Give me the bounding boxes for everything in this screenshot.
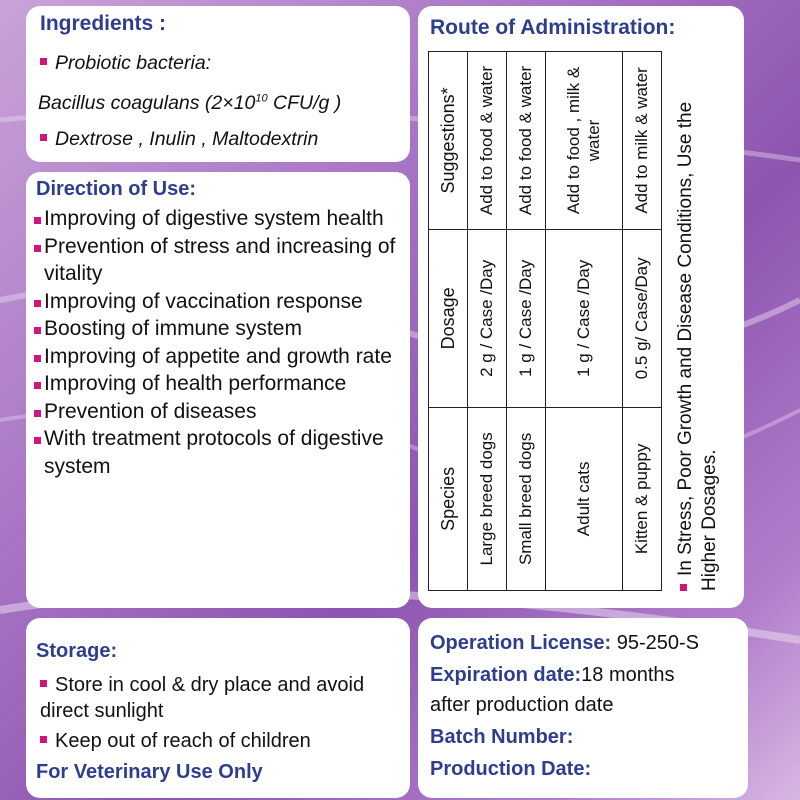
table-row xyxy=(507,52,546,591)
veterinary-use-note: For Veterinary Use Only xyxy=(36,761,263,783)
storage-title: Storage: xyxy=(36,640,118,662)
storage-card xyxy=(26,618,410,798)
species-cell: Kitten & puppy xyxy=(622,407,661,590)
bullet-icon xyxy=(34,355,41,362)
bullet-icon xyxy=(40,134,47,141)
production-date: Production Date: xyxy=(430,758,592,780)
operation-license: Operation License: 95-250-S xyxy=(430,632,699,654)
dosage-cell: 0.5 g/ Case/Day xyxy=(622,229,661,407)
ingredients-title: Ingredients : xyxy=(40,12,167,35)
direction-list xyxy=(34,205,404,480)
list-item: Prevention of diseases xyxy=(34,398,404,426)
suggestion-cell: Add to milk & water xyxy=(622,52,661,230)
table-row xyxy=(622,52,661,591)
bullet-icon xyxy=(34,245,41,252)
list-item: Boosting of immune system xyxy=(34,315,404,343)
list-item: With treatment protocols of digestive system xyxy=(34,425,404,480)
bullet-icon xyxy=(34,217,41,224)
species-cell: Small breed dogs xyxy=(507,407,546,590)
ingredient-line-1: Probiotic bacteria: xyxy=(40,52,211,75)
header-dosage: Dosage xyxy=(429,229,468,407)
bullet-icon xyxy=(40,680,47,687)
species-cell: Large breed dogs xyxy=(468,407,507,590)
bullet-icon xyxy=(34,382,41,389)
dosage-cell: 1 g / Case /Day xyxy=(507,229,546,407)
storage-item: Store in cool & dry place and avoid direct sunlight xyxy=(40,674,365,722)
dosage-table xyxy=(428,51,662,591)
table-row xyxy=(546,52,622,591)
suggestion-cell: Add to food , milk & water xyxy=(546,52,622,230)
species-cell: Adult cats xyxy=(546,407,622,590)
license-card xyxy=(418,618,748,798)
list-item: Improving of digestive system health xyxy=(34,205,404,233)
ingredients-card xyxy=(26,6,410,162)
list-item: Prevention of stress and increasing of vitality xyxy=(34,233,404,288)
expiration-date: Expiration date:18 months xyxy=(430,664,675,686)
bullet-icon xyxy=(34,327,41,334)
ingredient-line-3: Dextrose , Inulin , Maltodextrin xyxy=(40,128,318,151)
list-item: Improving of health performance xyxy=(34,370,404,398)
storage-item: Keep out of reach of children xyxy=(40,728,311,754)
bullet-icon xyxy=(34,410,41,417)
list-item: Improving of vaccination response xyxy=(34,288,404,316)
bullet-icon xyxy=(40,58,47,65)
bullet-icon xyxy=(680,584,687,591)
header-suggestions: Suggestions* xyxy=(429,52,468,230)
dosage-cell: 1 g / Case /Day xyxy=(546,229,622,407)
ingredient-line-2: Bacillus coagulans ($2\times 10^{10}$ CFU/g ) xyxy=(38,92,342,114)
expiration-date-detail: after production date xyxy=(430,694,614,716)
dosage-cell: 2 g / Case /Day xyxy=(468,229,507,407)
route-card xyxy=(418,6,744,608)
list-item: Improving of appetite and growth rate xyxy=(34,343,404,371)
suggestion-cell: Add to food & water xyxy=(468,52,507,230)
route-title: Route of Administration: xyxy=(430,16,676,39)
table-header-row xyxy=(429,52,468,591)
batch-number: Batch Number: xyxy=(430,726,574,748)
bullet-icon xyxy=(34,300,41,307)
suggestion-cell: Add to food & water xyxy=(507,52,546,230)
dosage-note: In Stress, Poor Growth and Disease Conditions, Use the Higher Dosages. xyxy=(675,101,720,591)
route-rotated-block xyxy=(428,51,728,591)
bullet-icon xyxy=(40,736,47,743)
table-row xyxy=(468,52,507,591)
direction-title: Direction of Use: xyxy=(36,178,197,200)
header-species: Species xyxy=(429,407,468,590)
bullet-icon xyxy=(34,437,41,444)
direction-card xyxy=(26,172,410,608)
